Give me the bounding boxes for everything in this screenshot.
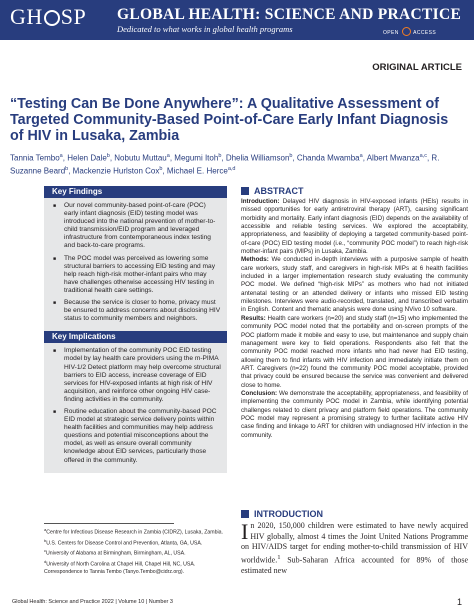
key-box (44, 186, 227, 473)
abstract-section: Conclusion: We demonstrate the acceptability, appropriateness, and feasibility of implementing the community POC model in Zambia, while identifying potential challenges related to client privacy and platform field operations. The community POC model may represent a promising strategy to further facilitate active HIV case finding and linkage to ART for children with undiagnosed HIV infection in the community. (241, 389, 468, 439)
author-affiliation-mark: b (289, 153, 293, 159)
footnote: Correspondence to Tannia Tembo (Tanyo.Tembo@cidrz.org). (44, 568, 185, 575)
author-name: Tannia Tembo (10, 153, 60, 163)
footnote: $^c$University of Alabama at Birmingham, Birmingham, AL, USA. (44, 548, 186, 558)
journal-tagline: Dedicated to what works in global health programs (117, 24, 293, 34)
drop-cap: I (241, 519, 249, 544)
key-findings-heading: Key Findings (44, 186, 227, 198)
open-access-badge: OPEN ACCESS (383, 27, 436, 36)
author-name: Megumi Itoh (174, 153, 219, 163)
page-footer: Global Health: Science and Practice 2022 | Volume 10 | Number 3 (12, 599, 173, 605)
author-name: Michael E. Herce (166, 166, 228, 176)
introduction-body: In 2020, 150,000 children were estimated to have newly acquired HIV globally, almost 4 times the Joint United Nations Programme on HIV/AIDS target for ending mother-to-child transmission of HIV worldwide.$^1$ Sub-Saharan Africa accounted for 89% of those estimated new (241, 519, 468, 575)
author-list: Tannia Tembo$^a$, Helen Dale$^b$, Nobutu Muttau$^a$, Megumi Itoh$^b$, Dhelia Williamson$^b$, Chanda Mwamba$^a$, Albert Mwanza$^{a,c}$, R. Suzanne Beard$^b$, Mackenzie Hurlston Cox$^b$, Michael E. Herce$^{a,d}$ (10, 153, 440, 176)
author-affiliation-mark: a (359, 153, 363, 159)
journal-title: GLOBAL HEALTH: SCIENCE AND PRACTICE (117, 6, 462, 23)
author-affiliation-mark: a (166, 153, 170, 159)
introduction-heading: INTRODUCTION (241, 509, 323, 519)
list-item: ■ The POC model was perceived as lowering some structural barriers to accessing EID testing and may help reach high-risk mother-infant pairs who may have challenges otherwise accessing HIV testing in traditional health care settings. (52, 255, 221, 295)
section-marker-icon (241, 187, 249, 195)
page-number: 1 (456, 597, 462, 607)
list-item: ■ Because the service is closer to home, privacy must be ensured to address concerns about disclosing HIV status to community members and neighbors. (52, 299, 221, 323)
key-implications-list (44, 343, 227, 472)
author-affiliation-mark: a,d (227, 165, 236, 172)
open-access-icon (402, 27, 411, 36)
section-marker-icon (241, 510, 249, 518)
journal-logo: GH SP (10, 4, 87, 29)
author-name: Albert Mwanza (366, 153, 420, 163)
author-affiliation-mark: b (106, 153, 110, 159)
author-affiliation-mark: b (65, 165, 69, 172)
list-item: ■ Our novel community-based point-of-care (POC) early infant diagnosis (EID) testing model was introduced into the national prevention of mother-to-child transmission/EID program and leveraged infrastructure from contemporaneous index testing and back-to-care programs. (52, 202, 221, 251)
abstract-heading: ABSTRACT (241, 186, 304, 196)
key-findings-list (44, 198, 227, 331)
author-name: Chanda Mwamba (296, 153, 360, 163)
abstract-section: Results: Health care workers (n=20) and study staff (n=15) who implemented the community POC model noted that the portability and on-screen prompts of the POC platform made it mobile and easy to use, but maintenance and supply chain management were key to field operations. Respondents also felt that the community POC model reached more infants who had never had EID testing, allowing them to find infants with HIV infection and immediately initiate them on ART. Caregivers (n=22) found the community POC model acceptable, provided that privacy could be ensured because the service was convenient and delivered close to home. (241, 314, 468, 389)
author-affiliation-mark: a,c (419, 153, 427, 159)
author-affiliation-mark: b (159, 165, 163, 172)
list-item: ■ Implementation of the community POC EID testing model by lay health care providers using the m-PIMA HIV-1/2 Detect platform may help overcome structural barriers to EID access, increase coverage of EID services for HIV-exposed infants at high risk of HIV acquisition, and reinforce other ongoing HIV case-finding activities in the community. (52, 347, 221, 404)
author-name: Mackenzie Hurlston Cox (72, 166, 160, 176)
article-title: “Testing Can Be Done Anywhere”: A Qualitative Assessment of Targeted Community-Based Point-of-Care Early Infant Diagnosis of HIV in Lusaka, Zambia (10, 96, 449, 144)
article-type: ORIGINAL ARTICLE (372, 62, 462, 73)
list-item: ■ Routine education about the community-based POC EID model at strategic service delivery points within health facilities and communities may help address questions and potential misconceptions about the model, as well as ensure overall community knowledge about EID services, particularly those offered in the community. (52, 408, 221, 465)
affiliations (44, 523, 230, 576)
footnote-rule (44, 523, 174, 524)
author-affiliation-mark: b (218, 153, 222, 159)
abstract-section: Introduction: Delayed HIV diagnosis in HIV-exposed infants (HEIs) results in missed opportunities for early antiretroviral therapy (ART), causing significant morbidity and mortality. Early infant diagnosis (EID) depends on the availability of accessible and reliable testing services. We explored the acceptability, appropriateness, and feasibility of deploying a targeted community-based point-of-care (POC) EID testing model (i.e., “community POC model”) to reach high-risk mother-infant pairs (MIPs) in Lusaka, Zambia. (241, 198, 468, 256)
footnote: $^a$Centre for Infectious Disease Research in Zambia (CIDRZ), Lusaka, Zambia. (44, 527, 223, 536)
author-name: Helen Dale (67, 153, 107, 163)
author-name: Nobutu Muttau (114, 153, 167, 163)
footnote: $^d$University of North Carolina at Chapel Hill, Chapel Hill, NC, USA. (44, 559, 196, 568)
abstract-section: Methods: We conducted in-depth interviews with a purposive sample of health care workers, study staff, and caregivers in high-risk MIPs at 6 health facilities included in a larger implementation research study evaluating the community POC model. We defined “high-risk MIPs” as mothers who had not initiated antenatal testing or an attended delivery or infants who missed EID testing milestones. Interviews were audio-recorded, translated, and transcribed verbatim in English. Content and thematic analysis were done using NVivo 10 software. (241, 256, 468, 314)
author-name: Dhelia Williamson (225, 153, 290, 163)
author-name: R. Suzanne Beard (10, 153, 440, 176)
author-affiliation-mark: a (59, 153, 63, 159)
key-implications-heading: Key Implications (44, 331, 227, 343)
footnote: $^b$U.S. Centers for Disease Control and Prevention, Atlanta, GA, USA. (44, 537, 203, 547)
abstract-body (241, 198, 468, 440)
journal-banner (0, 0, 474, 40)
